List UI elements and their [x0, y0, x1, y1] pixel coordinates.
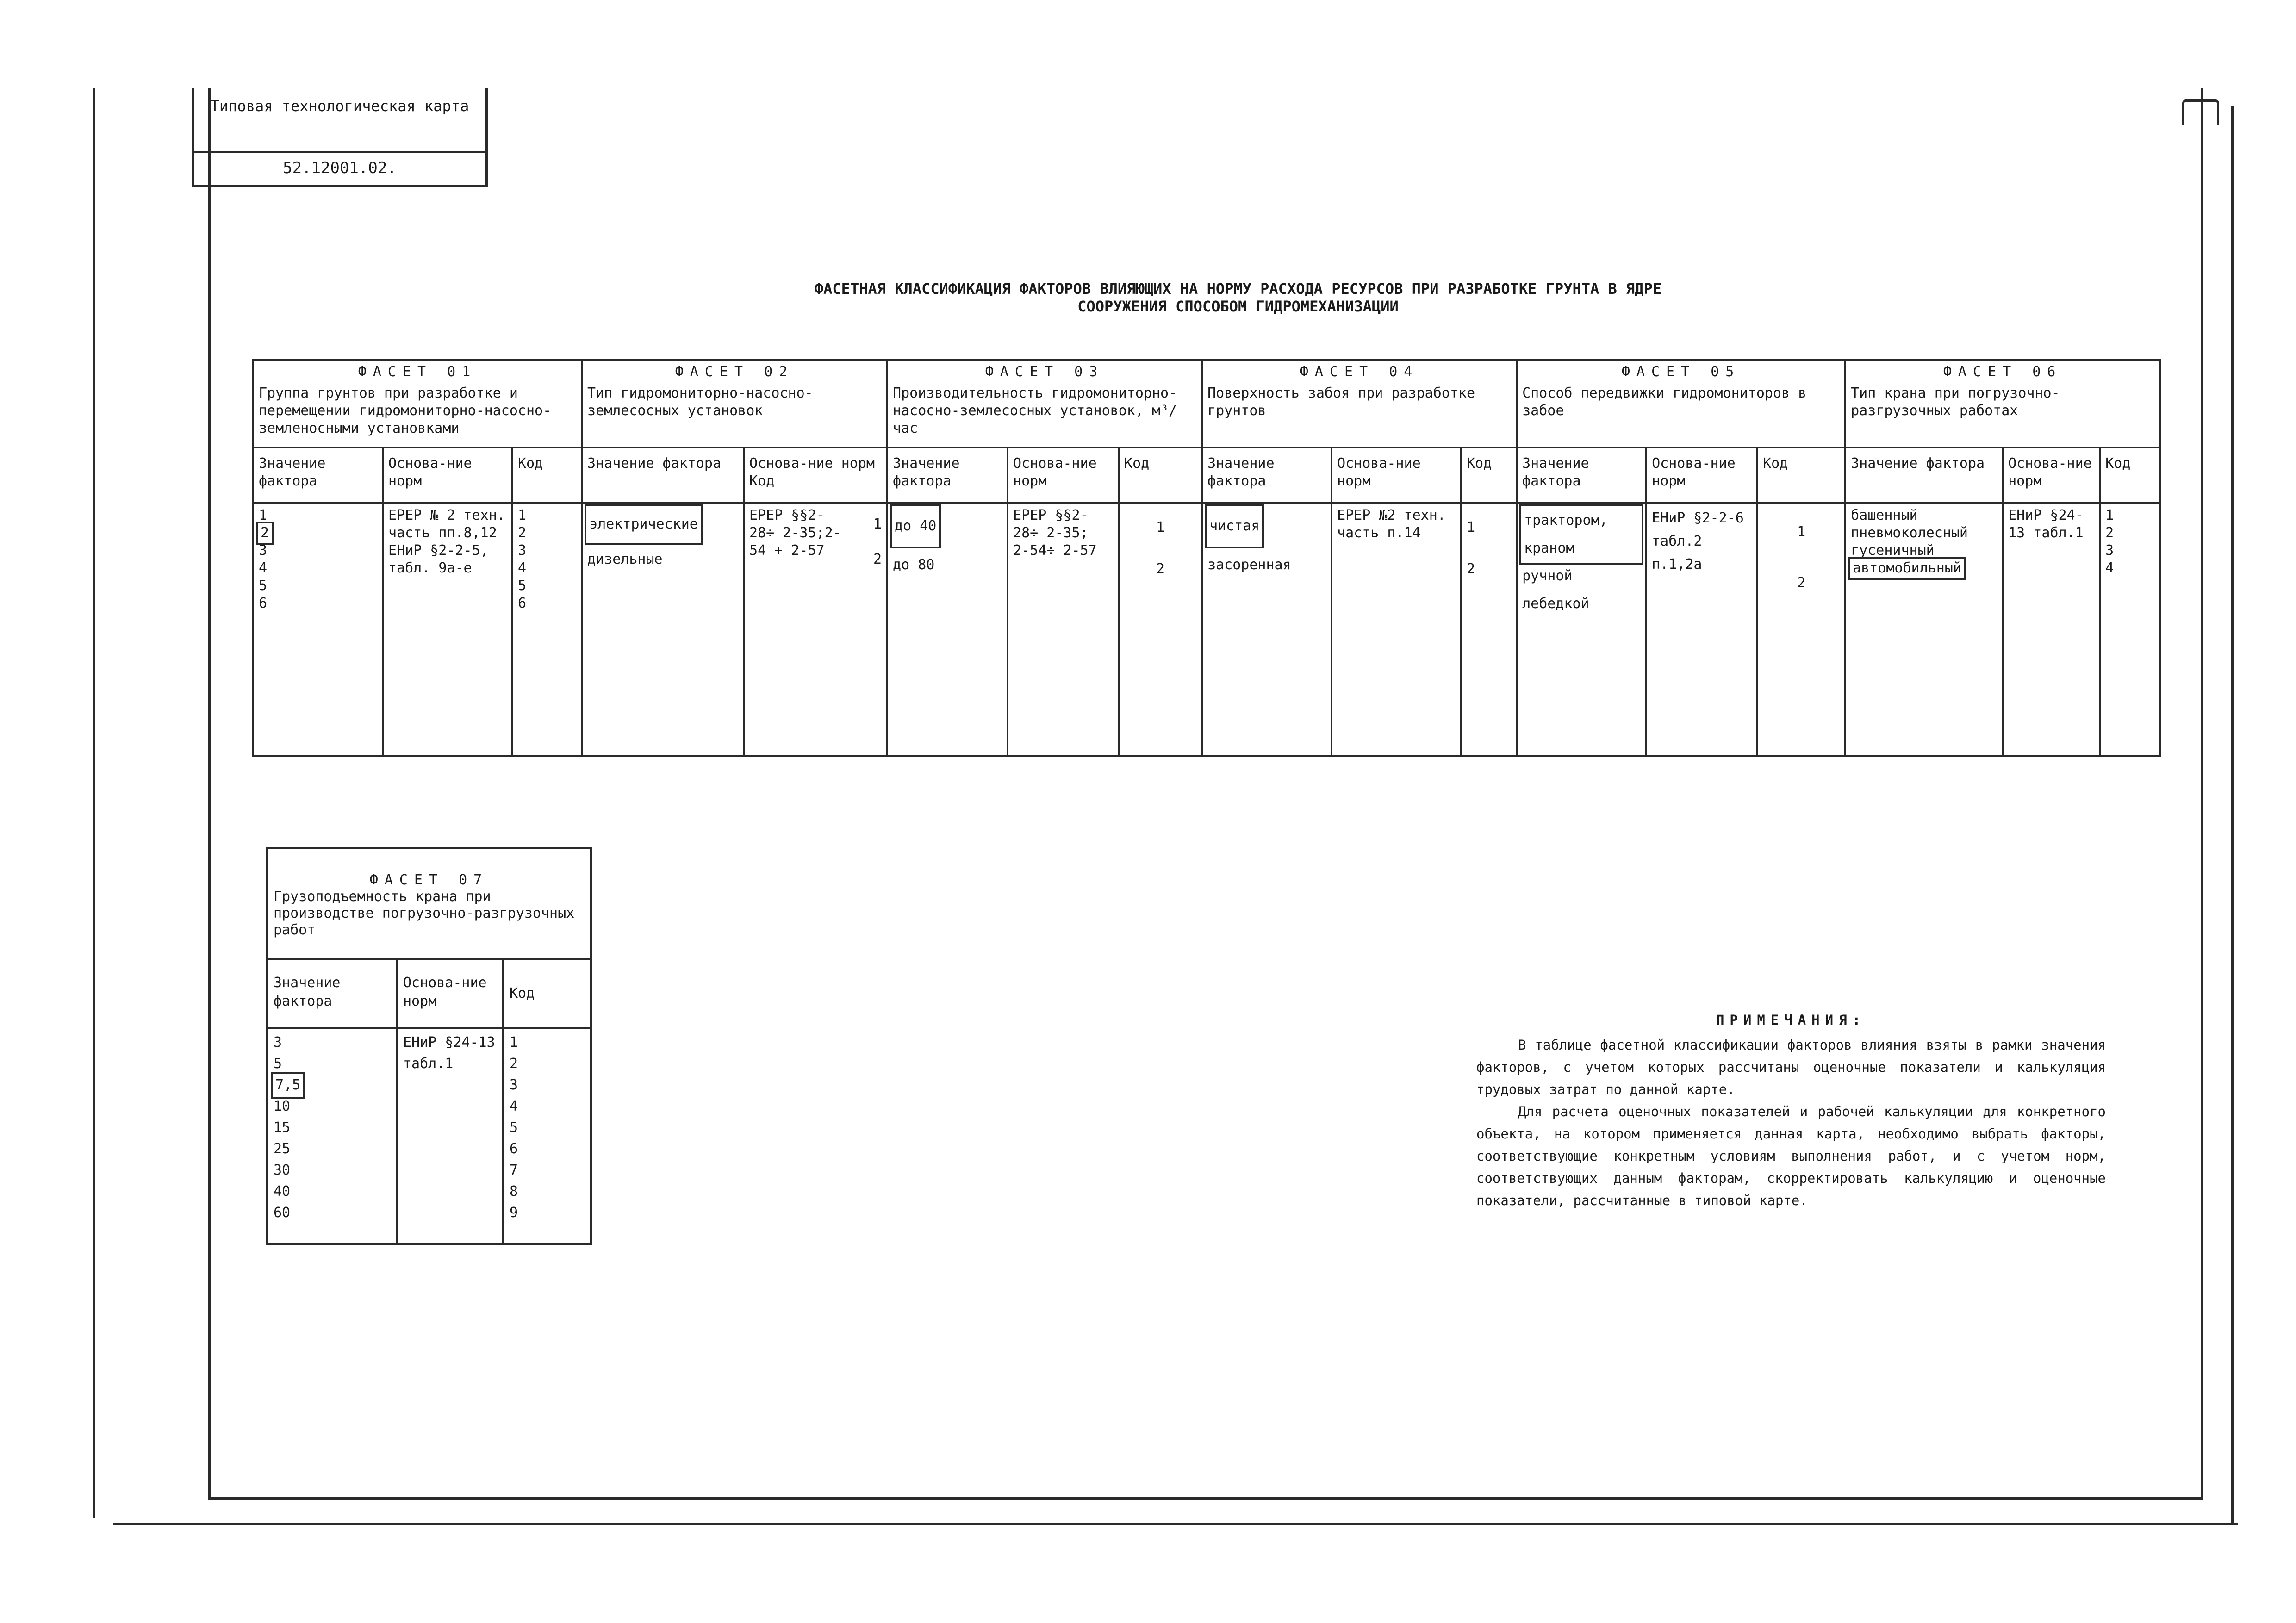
list-item: пневмоколесный [1851, 525, 1968, 541]
facet-04-header [1202, 360, 1517, 448]
facet-05-basis: ЕНиР §2-2-6 табл.2 п.1,2а [1646, 503, 1757, 756]
selected-factor-box: до 40 [893, 507, 938, 546]
list-item: 8 [510, 1183, 518, 1200]
facet-02-header [582, 360, 887, 448]
stamp-code: 52.12001.02. [283, 159, 397, 177]
facet-05-desc: Способ передвижки гидромониторов в забое [1522, 385, 1807, 419]
facet-07-basis: ЕНиР §24-13 табл.1 [397, 1028, 503, 1244]
facet-07-table [266, 847, 592, 1245]
list-item: 30 [274, 1162, 291, 1178]
list-item: 1 [518, 507, 527, 523]
list-item: 4 [2105, 560, 2114, 576]
facet-06-basis: ЕНиР §24-13 табл.1 [2003, 503, 2100, 756]
list-item [893, 507, 1002, 546]
list-item: 6 [259, 595, 268, 611]
document-title: ФАСЕТНАЯ КЛАССИФИКАЦИЯ ФАКТОРОВ ВЛИЯЮЩИХ НА НОРМУ РАСХОДА РЕСУРСОВ ПРИ РАЗРАБОТКЕ ГРУНТА В ЯДРЕ СООРУЖЕНИЯ СПОСОБОМ ГИДРОМЕХАНИЗАЦИИ [814, 280, 1662, 315]
facet-07-codes [503, 1028, 591, 1244]
facet-06-col-value: Значение фактора [1845, 448, 2003, 503]
facet-06-col-basis: Основа-ние норм [2003, 448, 2100, 503]
facet-02-col-basis-code: Основа-ние норм Код [744, 448, 887, 503]
list-item: гусеничный [1851, 542, 1935, 559]
list-item: 3 [2105, 542, 2114, 559]
facet-05-header [1517, 360, 1845, 448]
list-item: 2 [1156, 561, 1165, 577]
list-item: 2 [1797, 575, 1806, 591]
page-corner-mark [2182, 99, 2219, 125]
selected-factor-box: трактором, краном [1522, 507, 1641, 562]
list-item: 3 [518, 542, 527, 559]
list-item: 1 [1156, 519, 1165, 535]
facet-07-values [267, 1028, 397, 1244]
facet-02-values [582, 503, 744, 756]
facet-03-basis: ЕРЕР §§2-28÷ 2-35; 2-54÷ 2-57 [1008, 503, 1119, 756]
facet-01-col-value: Значение фактора [253, 448, 383, 503]
title-stamp [192, 88, 488, 187]
selected-factor-box: 2 [259, 524, 271, 542]
facet-01-codes [512, 503, 582, 756]
facet-07-col-code: Код [503, 959, 591, 1028]
facet-02-desc: Тип гидромониторно-насосно-землесосных установок [587, 385, 813, 419]
facet-07-header [267, 848, 591, 959]
list-item [1522, 507, 1641, 562]
facet-03-values [887, 503, 1008, 756]
facet-06-desc: Тип крана при погрузочно-разгрузочных работах [1851, 385, 2060, 419]
facet-05-col-basis: Основа-ние норм [1646, 448, 1757, 503]
facet-04-col-value: Значение фактора [1202, 448, 1332, 503]
list-item: 6 [518, 595, 527, 611]
facet-01-name: ФАСЕТ 01 [358, 364, 477, 380]
list-item: 60 [274, 1205, 291, 1221]
list-item: дизельные [587, 551, 663, 567]
facet-03-col-value: Значение фактора [887, 448, 1008, 503]
list-item: башенный [1851, 507, 1918, 523]
notes-title: ПРИМЕЧАНИЯ: [1716, 1012, 1867, 1028]
facet-02-name: ФАСЕТ 02 [675, 364, 794, 380]
selected-factor-box: 7,5 [274, 1075, 302, 1096]
list-item: 2 [518, 525, 527, 541]
frame-line-right [2231, 106, 2234, 1525]
facet-03-codes [1119, 503, 1202, 756]
list-item: 4 [510, 1098, 518, 1114]
list-item: 1 [259, 507, 268, 523]
facet-04-basis: ЕРЕР №2 техн. часть п.14 [1332, 503, 1461, 756]
facet-05-name: ФАСЕТ 05 [1621, 364, 1741, 380]
facet-02-codes [873, 507, 882, 577]
selected-factor-box: электрические [587, 507, 700, 542]
facet-06-codes [2100, 503, 2160, 756]
list-item: 2 [1467, 561, 1475, 577]
facet-04-col-basis: Основа-ние норм [1332, 448, 1461, 503]
list-item: ручной лебедкой [1522, 568, 1589, 612]
list-item: 1 [2105, 507, 2114, 523]
list-item [1851, 560, 1997, 577]
facet-01-col-basis: Основа-ние норм [383, 448, 512, 503]
list-item [274, 1075, 390, 1096]
list-item [587, 507, 738, 542]
list-item: 6 [510, 1141, 518, 1157]
list-item: 1 [873, 516, 882, 532]
list-item: 5 [274, 1056, 282, 1072]
facet-04-codes [1461, 503, 1517, 756]
list-item: 1 [1467, 519, 1475, 535]
facet-01-col-code: Код [512, 448, 582, 503]
facet-07-name: ФАСЕТ 07 [369, 872, 489, 888]
facet-06-col-code: Код [2100, 448, 2160, 503]
facet-06-header [1845, 360, 2160, 448]
facet-03-col-basis: Основа-ние норм [1008, 448, 1119, 503]
list-item: 40 [274, 1183, 291, 1200]
frame-line-bottom [113, 1523, 2238, 1525]
facet-02-basis-codes [744, 503, 887, 756]
facet-03-col-code: Код [1119, 448, 1202, 503]
list-item: 5 [518, 578, 527, 594]
facet-03-header [887, 360, 1202, 448]
list-item: 10 [274, 1098, 291, 1114]
selected-factor-box: чистая [1207, 507, 1261, 546]
list-item: 2 [2105, 525, 2114, 541]
list-item: 5 [510, 1119, 518, 1136]
list-item: 2 [873, 551, 882, 567]
list-item: 9 [510, 1205, 518, 1221]
list-item: 7 [510, 1162, 518, 1178]
facet-04-col-code: Код [1461, 448, 1517, 503]
list-item: 5 [259, 578, 268, 594]
list-item [259, 524, 377, 542]
stamp-title: Типовая технологическая карта [194, 88, 485, 153]
selected-factor-box: автомобильный [1851, 560, 1963, 577]
facet-05-col-code: Код [1757, 448, 1845, 503]
list-item: 15 [274, 1119, 291, 1136]
facet-table [252, 359, 2161, 757]
list-item: 25 [274, 1141, 291, 1157]
facet-05-values [1517, 503, 1646, 756]
list-item: 2 [510, 1056, 518, 1072]
list-item: 4 [259, 560, 268, 576]
facet-04-desc: Поверхность забоя при разработке грунтов [1207, 385, 1475, 419]
list-item: 3 [510, 1077, 518, 1093]
facet-06-values [1845, 503, 2003, 756]
list-item: 4 [518, 560, 527, 576]
list-item: 1 [1797, 524, 1806, 540]
list-item: до 80 [893, 557, 935, 573]
notes-section [1476, 1009, 2106, 1212]
facet-01-basis: ЕРЕР № 2 техн. часть пп.8,12 ЕНиР §2-2-5, табл. 9а-е [383, 503, 512, 756]
list-item: 3 [274, 1034, 282, 1051]
facet-03-name: ФАСЕТ 03 [985, 364, 1104, 380]
list-item: засоренная [1207, 557, 1291, 573]
facet-07-col-basis: Основа-ние норм [397, 959, 503, 1028]
facet-02-col-value: Значение фактора [582, 448, 744, 503]
facet-01-desc: Группа грунтов при разработке и перемещении гидромониторно-насосно-земленосными установками [259, 385, 552, 436]
facet-04-name: ФАСЕТ 04 [1300, 364, 1419, 380]
frame-line-left [93, 88, 95, 1518]
facet-07-col-value: Значение фактора [267, 959, 397, 1028]
list-item: 3 [259, 542, 268, 559]
facet-02-basis: ЕРЕР §§2-28÷ 2-35;2-54 + 2-57 [749, 507, 841, 559]
facet-01-header [253, 360, 582, 448]
facet-05-codes [1757, 503, 1845, 756]
facet-03-desc: Производительность гидромониторно-насосно-землесосных установок, м³/час [893, 385, 1177, 436]
list-item [1207, 507, 1326, 546]
facet-01-values [253, 503, 383, 756]
facet-06-name: ФАСЕТ 06 [1943, 364, 2062, 380]
facet-05-col-value: Значение фактора [1517, 448, 1646, 503]
list-item: 1 [510, 1034, 518, 1051]
facet-04-values [1202, 503, 1332, 756]
notes-paragraph-2: Для расчета оценочных показателей и рабочей калькуляции для конкретного объекта, на котором применяется данная карта, необходимо выбрать факторы, соответствующие конкретным условиям выполнения работ, и с учетом норм, соответствующих данным факторам, скорректировать калькуляцию и оценочные показатели, рассчитанные в типовой карте. [1476, 1104, 2106, 1208]
notes-paragraph-1: В таблице фасетной классификации факторов влияния взяты в рамки значения факторов, с учетом которых рассчитаны оценочные показатели и калькуляция трудовых затрат по данной карте. [1476, 1037, 2106, 1097]
facet-07-desc: Грузоподъемность крана при производстве погрузочно-разгрузочных работ [274, 889, 575, 938]
